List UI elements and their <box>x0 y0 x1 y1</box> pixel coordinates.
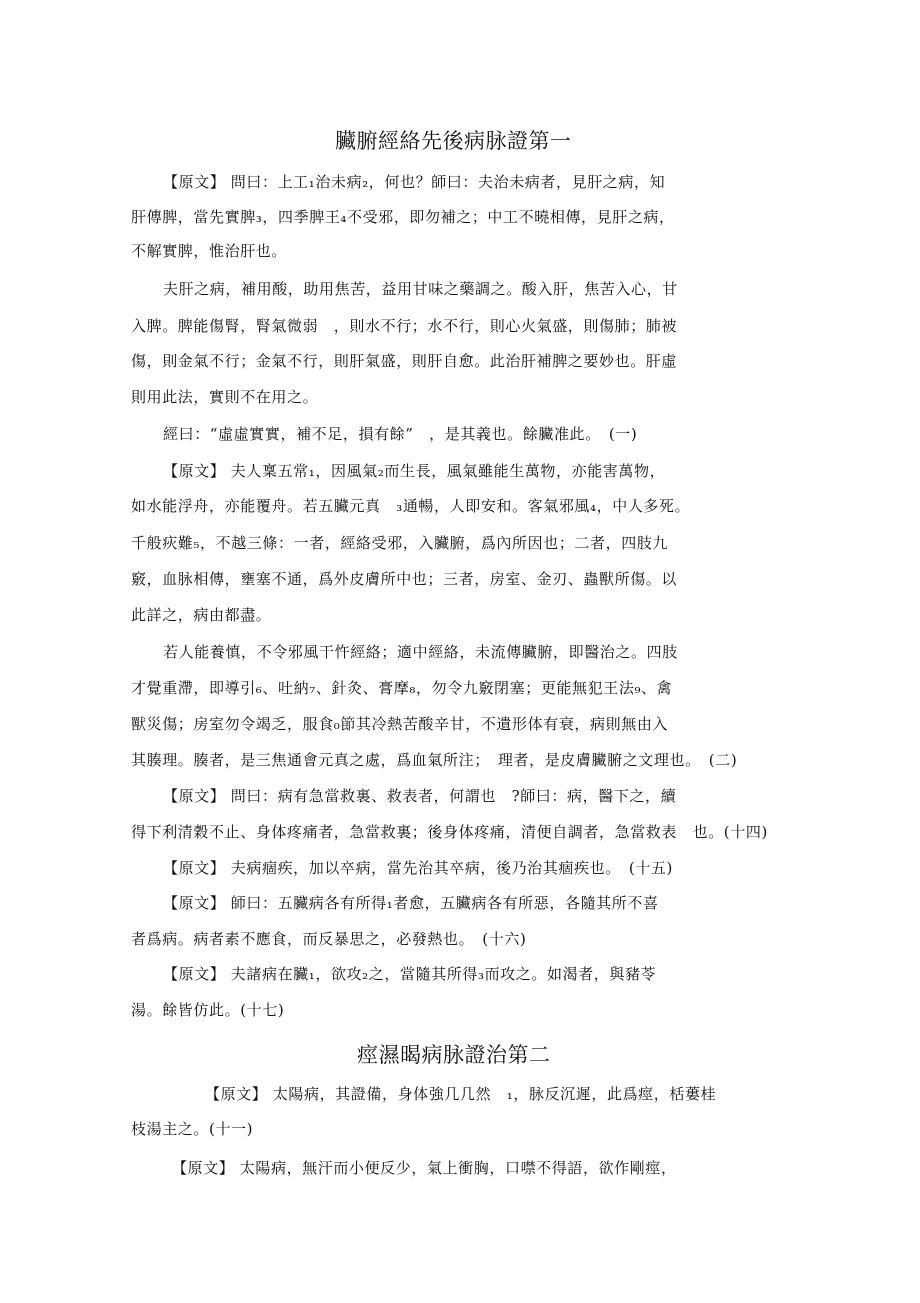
text-line: 【原文】 問曰：上工₁治未病₂，何也？師曰：夫治未病者，見肝之病，知 <box>163 173 666 191</box>
text-line: 【原文】 師曰：五臟病各有所得₁者愈，五臟病各有所惡，各隨其所不喜 <box>163 894 659 912</box>
text-line: 枝湯主之。(十一) <box>131 1120 254 1138</box>
text-line: 傷，則金氣不行；金氣不行，則肝氣盛，則肝自愈。此治肝補脾之要妙也。肝虛 <box>131 352 678 370</box>
text-line: 其腠理。腠者，是三焦通會元真之處，爲血氣所注； 理者，是皮膚臟腑之文理也。 (二) <box>131 751 738 769</box>
text-line: 【原文】 夫病痼疾，加以卒病，當先治其卒病，後乃治其痼疾也。 (十五) <box>163 859 673 877</box>
text-line: 此詳之，病由都盡。 <box>131 606 272 624</box>
text-line: 才覺重滯，即導引₆、吐納₇、針灸、膏摩₈，勿令九竅閉塞；更能無犯王法₉、禽 <box>131 679 673 697</box>
text-line: 【原文】 夫諸病在臟₁，欲攻₂之，當隨其所得₃而攻之。如渴者，與豬苓 <box>163 965 657 983</box>
text-line: 【原文】 問曰：病有急當救裏、救表者，何謂也 ?師曰：病，醫下之，續 <box>163 787 677 805</box>
text-line: 【原文】 太陽病，無汗而小便反少，氣上衝胸，口噤不得語，欲作剛痙， <box>172 1159 677 1177</box>
text-line: 肝傳脾，當先實脾₃，四季脾王₄不受邪，即勿補之；中工不曉相傳，見肝之病， <box>131 208 675 226</box>
text-line: 則用此法，實則不在用之。 <box>131 388 319 406</box>
text-line: 獸災傷；房室勿令竭乏，服食₀節其冷熱苦酸辛甘，不遺形体有衰，病則無由入 <box>131 715 669 733</box>
text-line: 【原文】 太陽病，其證備，身体強几几然 ₁，脉反沉遲，此爲痙，栝蔞桂 <box>205 1085 717 1103</box>
text-line: 入脾。脾能傷腎，腎氣微弱 ，則水不行；水不行，則心火氣盛，則傷肺；肺被 <box>131 317 678 335</box>
text-line: 若人能養慎，不令邪風干忤經絡；適中經絡，未流傳臟腑，即醫治之。四肢 <box>163 643 678 661</box>
text-line: 者爲病。病者素不應食，而反暴思之，必發熱也。 (十六) <box>131 930 527 948</box>
text-line: 竅，血脉相傳，壅塞不通，爲外皮膚所中也；三者，房室、金刃、蟲獸所傷。以 <box>131 570 678 588</box>
text-line: 湯。餘皆仿此。(十七) <box>131 1001 285 1019</box>
text-line: 經曰：“虛虛實實，補不足，損有餘” ，是其義也。餘臟准此。 (一) <box>163 425 638 443</box>
text-line: 得下利清穀不止、身体疼痛者，急當救裏；後身体疼痛，清便自調者，急當救表 也。(十四) <box>131 823 768 841</box>
text-line: 夫肝之病，補用酸，助用焦苦，益用甘味之藥調之。酸入肝，焦苦入心，甘 <box>163 280 678 298</box>
text-line: 【原文】 夫人稟五常₁，因風氣₂而生長，風氣雖能生萬物，亦能害萬物， <box>163 462 666 480</box>
chapter-title: 臟腑經絡先後病脉證第一 <box>335 129 572 153</box>
text-line: 千般疢難₅，不越三條：一者，經絡受邪，入臟腑，爲內所因也；二者，四肢九 <box>131 534 669 552</box>
chapter-title: 痙濕暍病脉證治第二 <box>357 1043 551 1067</box>
text-line: 如水能浮舟，亦能覆舟。若五臟元真 ₃通暢，人即安和。客氣邪風₄，中人多死。 <box>131 497 691 515</box>
text-line: 不解實脾，惟治肝也。 <box>131 242 288 260</box>
